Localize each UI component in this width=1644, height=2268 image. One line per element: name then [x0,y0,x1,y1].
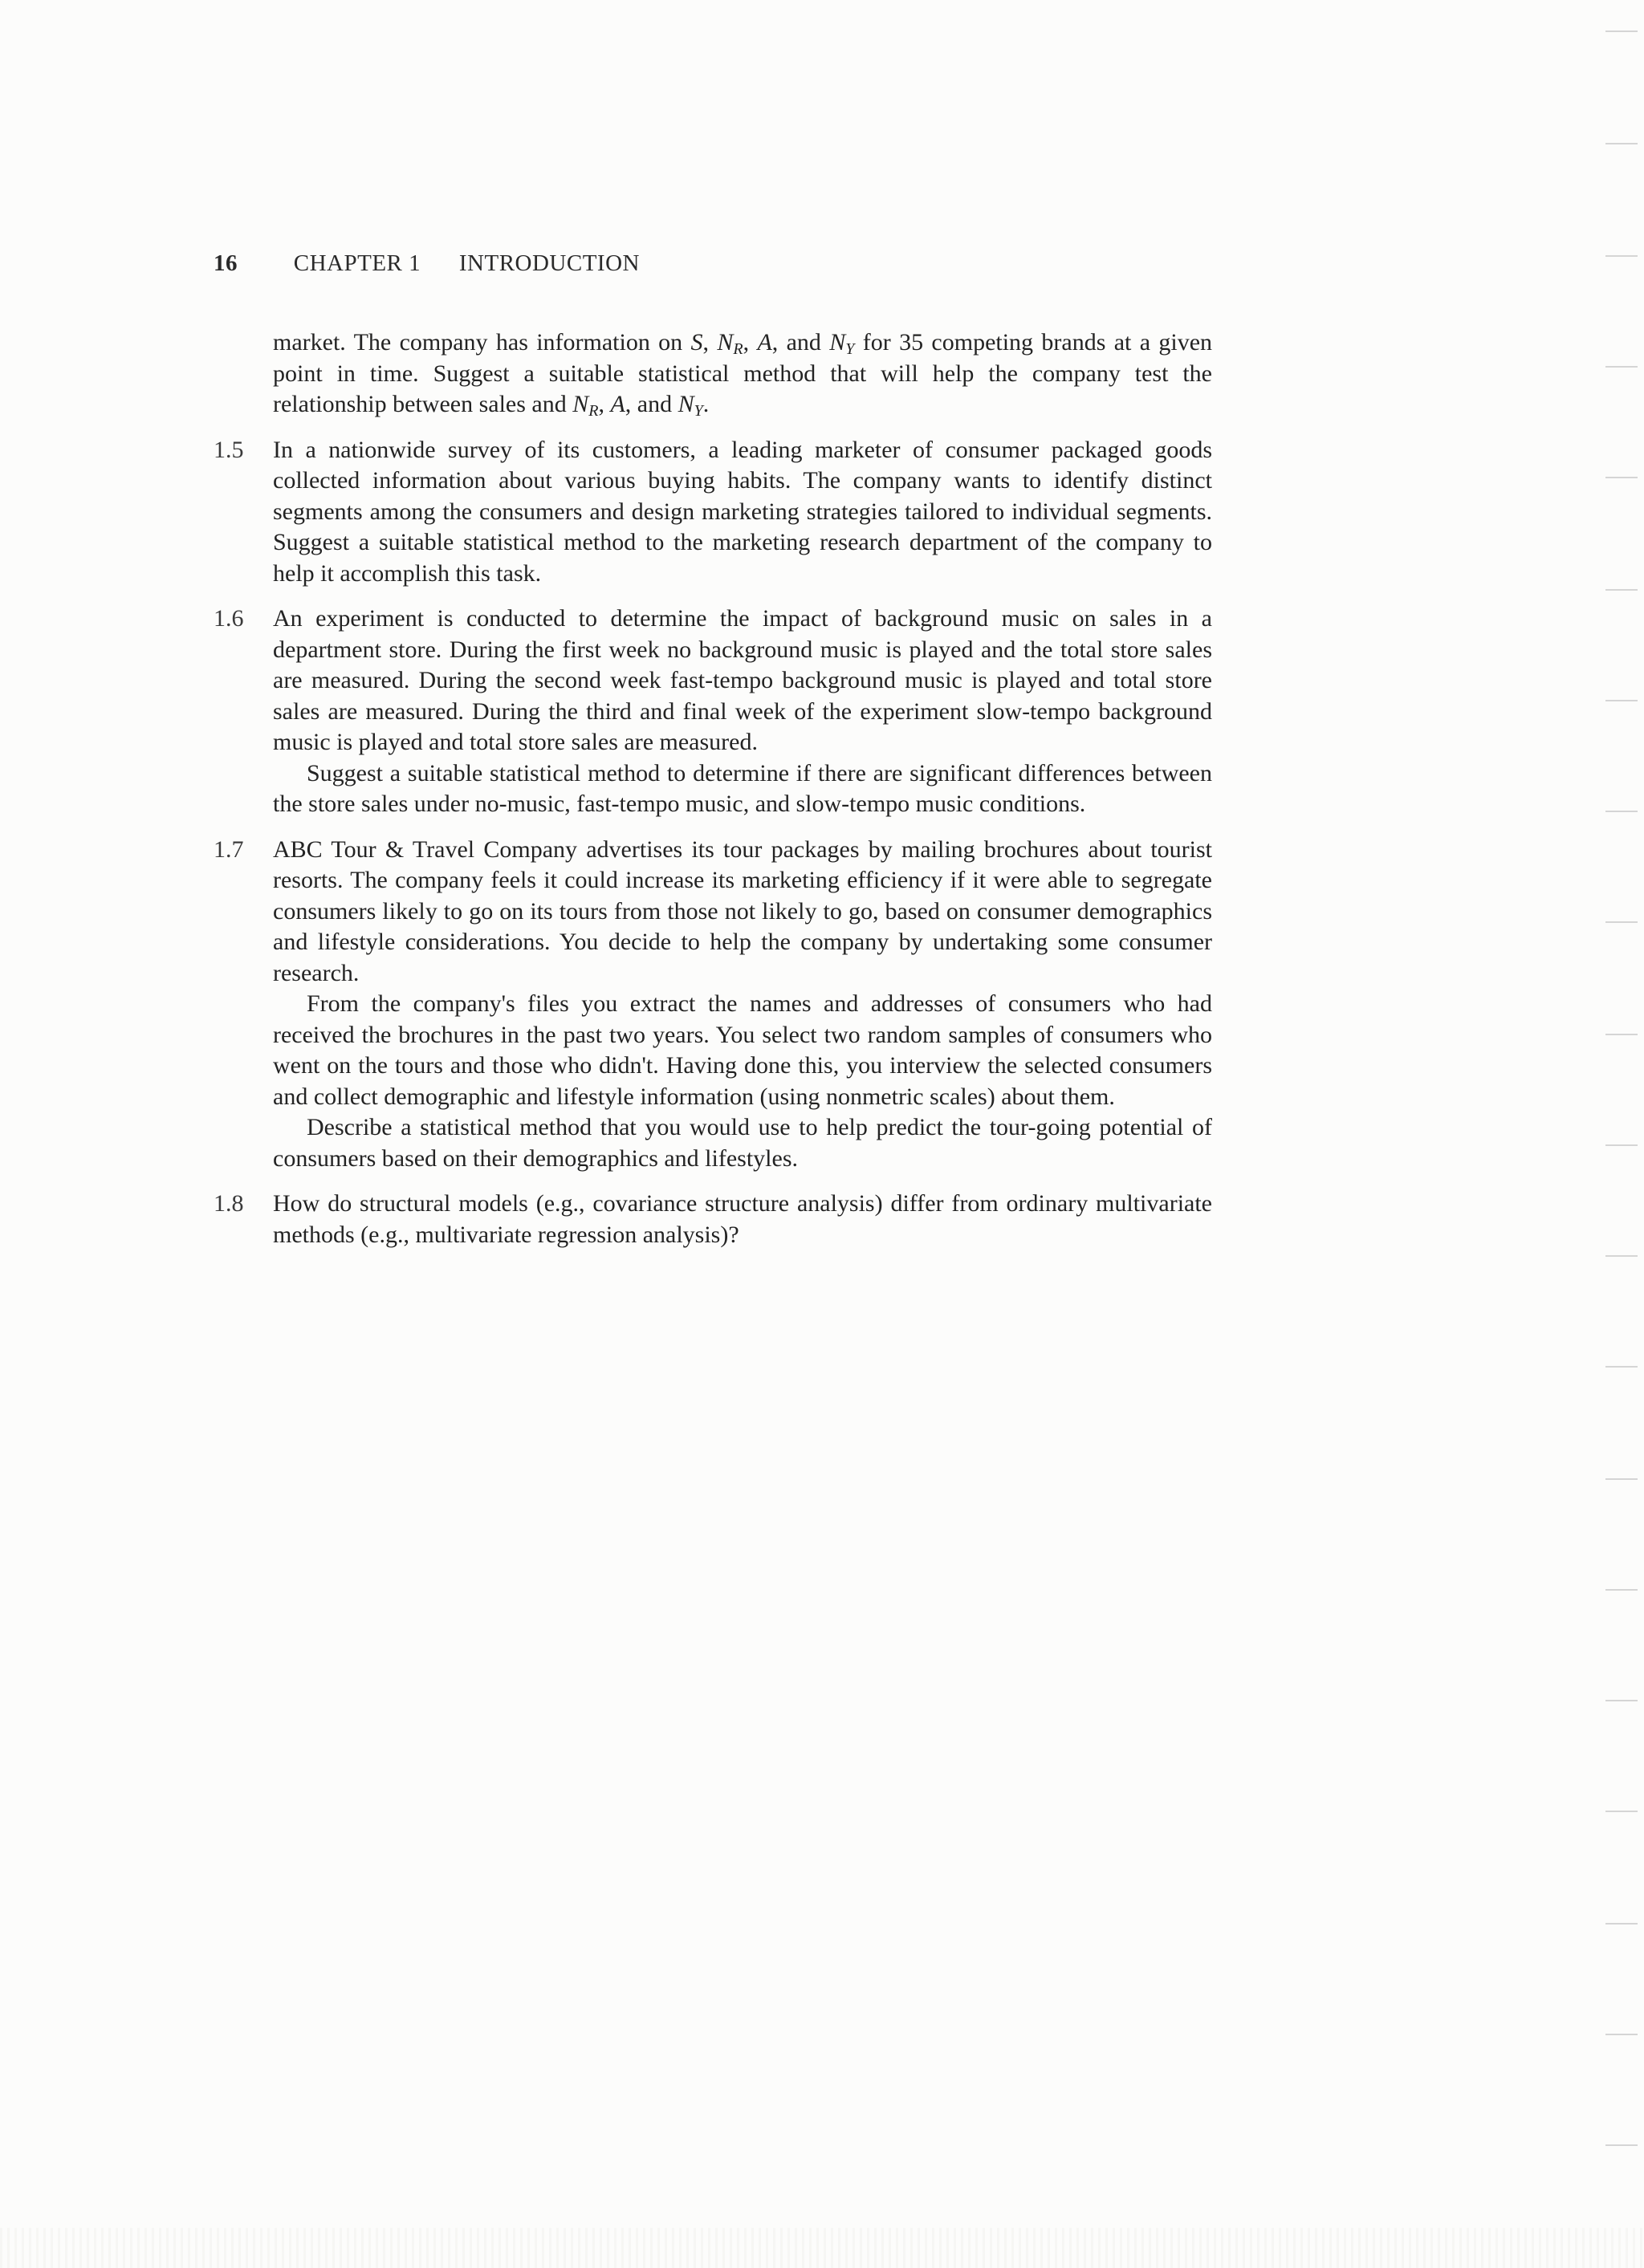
scan-edge-noise [0,2228,1644,2268]
margin-mark [1605,255,1638,257]
margin-mark [1605,1478,1638,1480]
exercise-body [273,1189,1212,1250]
scan-margin-marks [1588,0,1644,2268]
margin-mark [1605,921,1638,923]
exercise-paragraph: From the company's files you extract the names and addresses of consumers who had received the brochures in the past two years. You select two random samples of consumers who went on the tours and those who didn't. Having done this, you interview the selected consumers and collect demographic and lifestyle information (using nonmetric scales) about them. [273,990,1212,1110]
page-number: 16 [214,250,238,276]
continuation-paragraph: market. The company has information on S, $N_R$, A, and $N_Y$ for 35 competing brands at a given point in time. Suggest a suitable statistical method that will help the company test the relationship between sales and $N_R$, A, and $N_Y$. [273,329,1213,420]
exercise-paragraph: Suggest a suitable statistical method to determine if there are significant differences between the store sales under no-music, fast-tempo music, and slow-tempo music conditions. [273,759,1212,817]
exercise-paragraph: How do structural models (e.g., covariance structure analysis) differ from ordinary multivariate methods (e.g., multivariate regression analysis)? [273,1190,1212,1248]
exercise-1-7 [214,835,1212,1175]
margin-mark [1605,2144,1638,2146]
exercise-number: 1.7 [214,835,244,863]
margin-mark [1605,143,1638,144]
margin-mark [1605,1366,1638,1368]
margin-mark [1605,1923,1638,1925]
margin-mark [1605,1589,1638,1591]
running-head [214,250,640,277]
margin-mark [1605,2034,1638,2035]
exercise-1-8 [214,1189,1212,1250]
exercise-number: 1.8 [214,1190,244,1217]
chapter-title: INTRODUCTION [458,250,640,276]
body-text [214,327,1212,1265]
margin-mark [1605,700,1638,701]
exercise-body [273,604,1212,820]
exercise-paragraph: ABC Tour & Travel Company advertises its tour packages by mailing brochures about tourist resorts. The company feels it could increase its marketing efficiency if it were able to segregate consumers likely to go on its tours from those not likely to go, based on consumer demographics and lifestyle considerations. You decide to help the company by undertaking some consumer research. [273,835,1212,986]
exercise-1-5 [214,435,1212,590]
margin-mark [1605,1144,1638,1146]
exercise-body [273,435,1212,590]
margin-mark [1605,1034,1638,1035]
margin-mark [1605,811,1638,812]
exercise-number: 1.6 [214,605,244,632]
margin-mark [1605,1811,1638,1812]
chapter-label: CHAPTER 1 [293,250,421,276]
margin-mark [1605,589,1638,591]
margin-mark [1605,477,1638,478]
margin-mark [1605,1700,1638,1701]
margin-mark [1605,1255,1638,1257]
exercise-body [273,835,1212,1175]
exercise-paragraph: An experiment is conducted to determine the impact of background music on sales in a department store. During the first week no background music is played and the total store sales are measured. During the second week fast-tempo background music is played and total store sales are measured. During the third and final week of the experiment slow-tempo background music is played and total store sales are measured. [273,605,1212,755]
exercise-1-6 [214,604,1212,820]
margin-mark [1605,366,1638,368]
exercise-paragraph: In a nationwide survey of its customers, a leading marketer of consumer packaged goods collected information about various buying habits. The company wants to identify distinct segments among the consumers and design marketing strategies tailored to individual segments. Suggest a suitable statistical method to the marketing research department of the company to help it accomplish this task. [273,436,1212,587]
margin-mark [1605,30,1638,32]
exercise-paragraph: Describe a statistical method that you would use to help predict the tour-going potential of consumers based on their demographics and lifestyles. [273,1114,1212,1172]
exercise-number: 1.5 [214,436,244,463]
